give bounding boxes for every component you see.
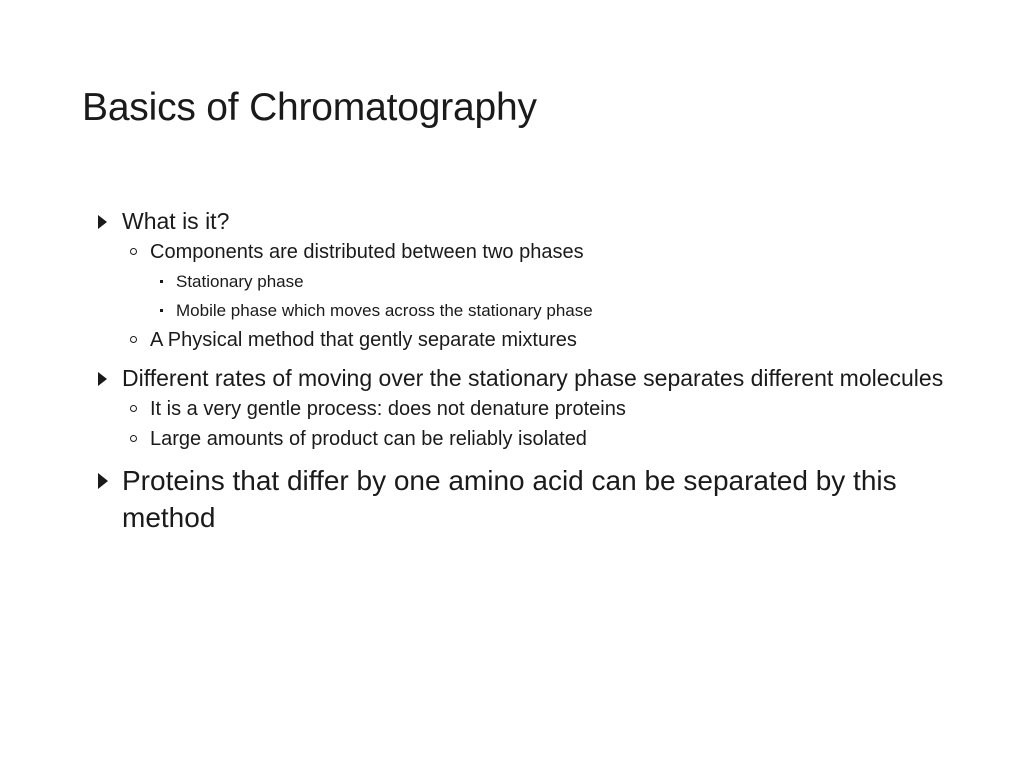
sub-bullet-physical-method xyxy=(122,325,956,355)
hollow-circle-icon xyxy=(130,248,137,255)
bullet-proteins xyxy=(96,462,956,536)
sub-bullet-components xyxy=(122,237,956,267)
small-square-icon xyxy=(160,309,163,312)
bullet-different-rates xyxy=(96,363,956,394)
triangle-right-icon xyxy=(98,372,107,386)
bullet-text: What is it? xyxy=(122,208,230,234)
sub-bullet-large-amounts xyxy=(122,424,956,454)
triangle-right-icon xyxy=(98,215,107,229)
bullet-text: Proteins that differ by one amino acid can be separated by this method xyxy=(122,465,897,533)
sub-sub-bullet-stationary-phase xyxy=(150,267,956,296)
small-square-icon xyxy=(160,280,163,283)
slide-title: Basics of Chromatography xyxy=(82,86,537,129)
bullet-text: Different rates of moving over the stationary phase separates different molecules xyxy=(122,365,944,391)
sub-sub-bullet-text: Mobile phase which moves across the stationary phase xyxy=(176,301,593,320)
bullet-what-is-it xyxy=(96,206,956,237)
sub-bullet-text: A Physical method that gently separate mixtures xyxy=(150,329,577,351)
triangle-right-icon xyxy=(98,473,108,489)
sub-bullet-text: Large amounts of product can be reliably isolated xyxy=(150,428,587,450)
sub-sub-bullet-mobile-phase xyxy=(150,296,956,325)
hollow-circle-icon xyxy=(130,405,137,412)
sub-bullet-text: It is a very gentle process: does not denature proteins xyxy=(150,398,626,420)
bullet-list xyxy=(96,206,956,536)
sub-sub-bullet-text: Stationary phase xyxy=(176,272,304,291)
hollow-circle-icon xyxy=(130,336,137,343)
hollow-circle-icon xyxy=(130,435,137,442)
sub-bullet-gentle-process xyxy=(122,394,956,424)
sub-bullet-text: Components are distributed between two phases xyxy=(150,241,584,263)
